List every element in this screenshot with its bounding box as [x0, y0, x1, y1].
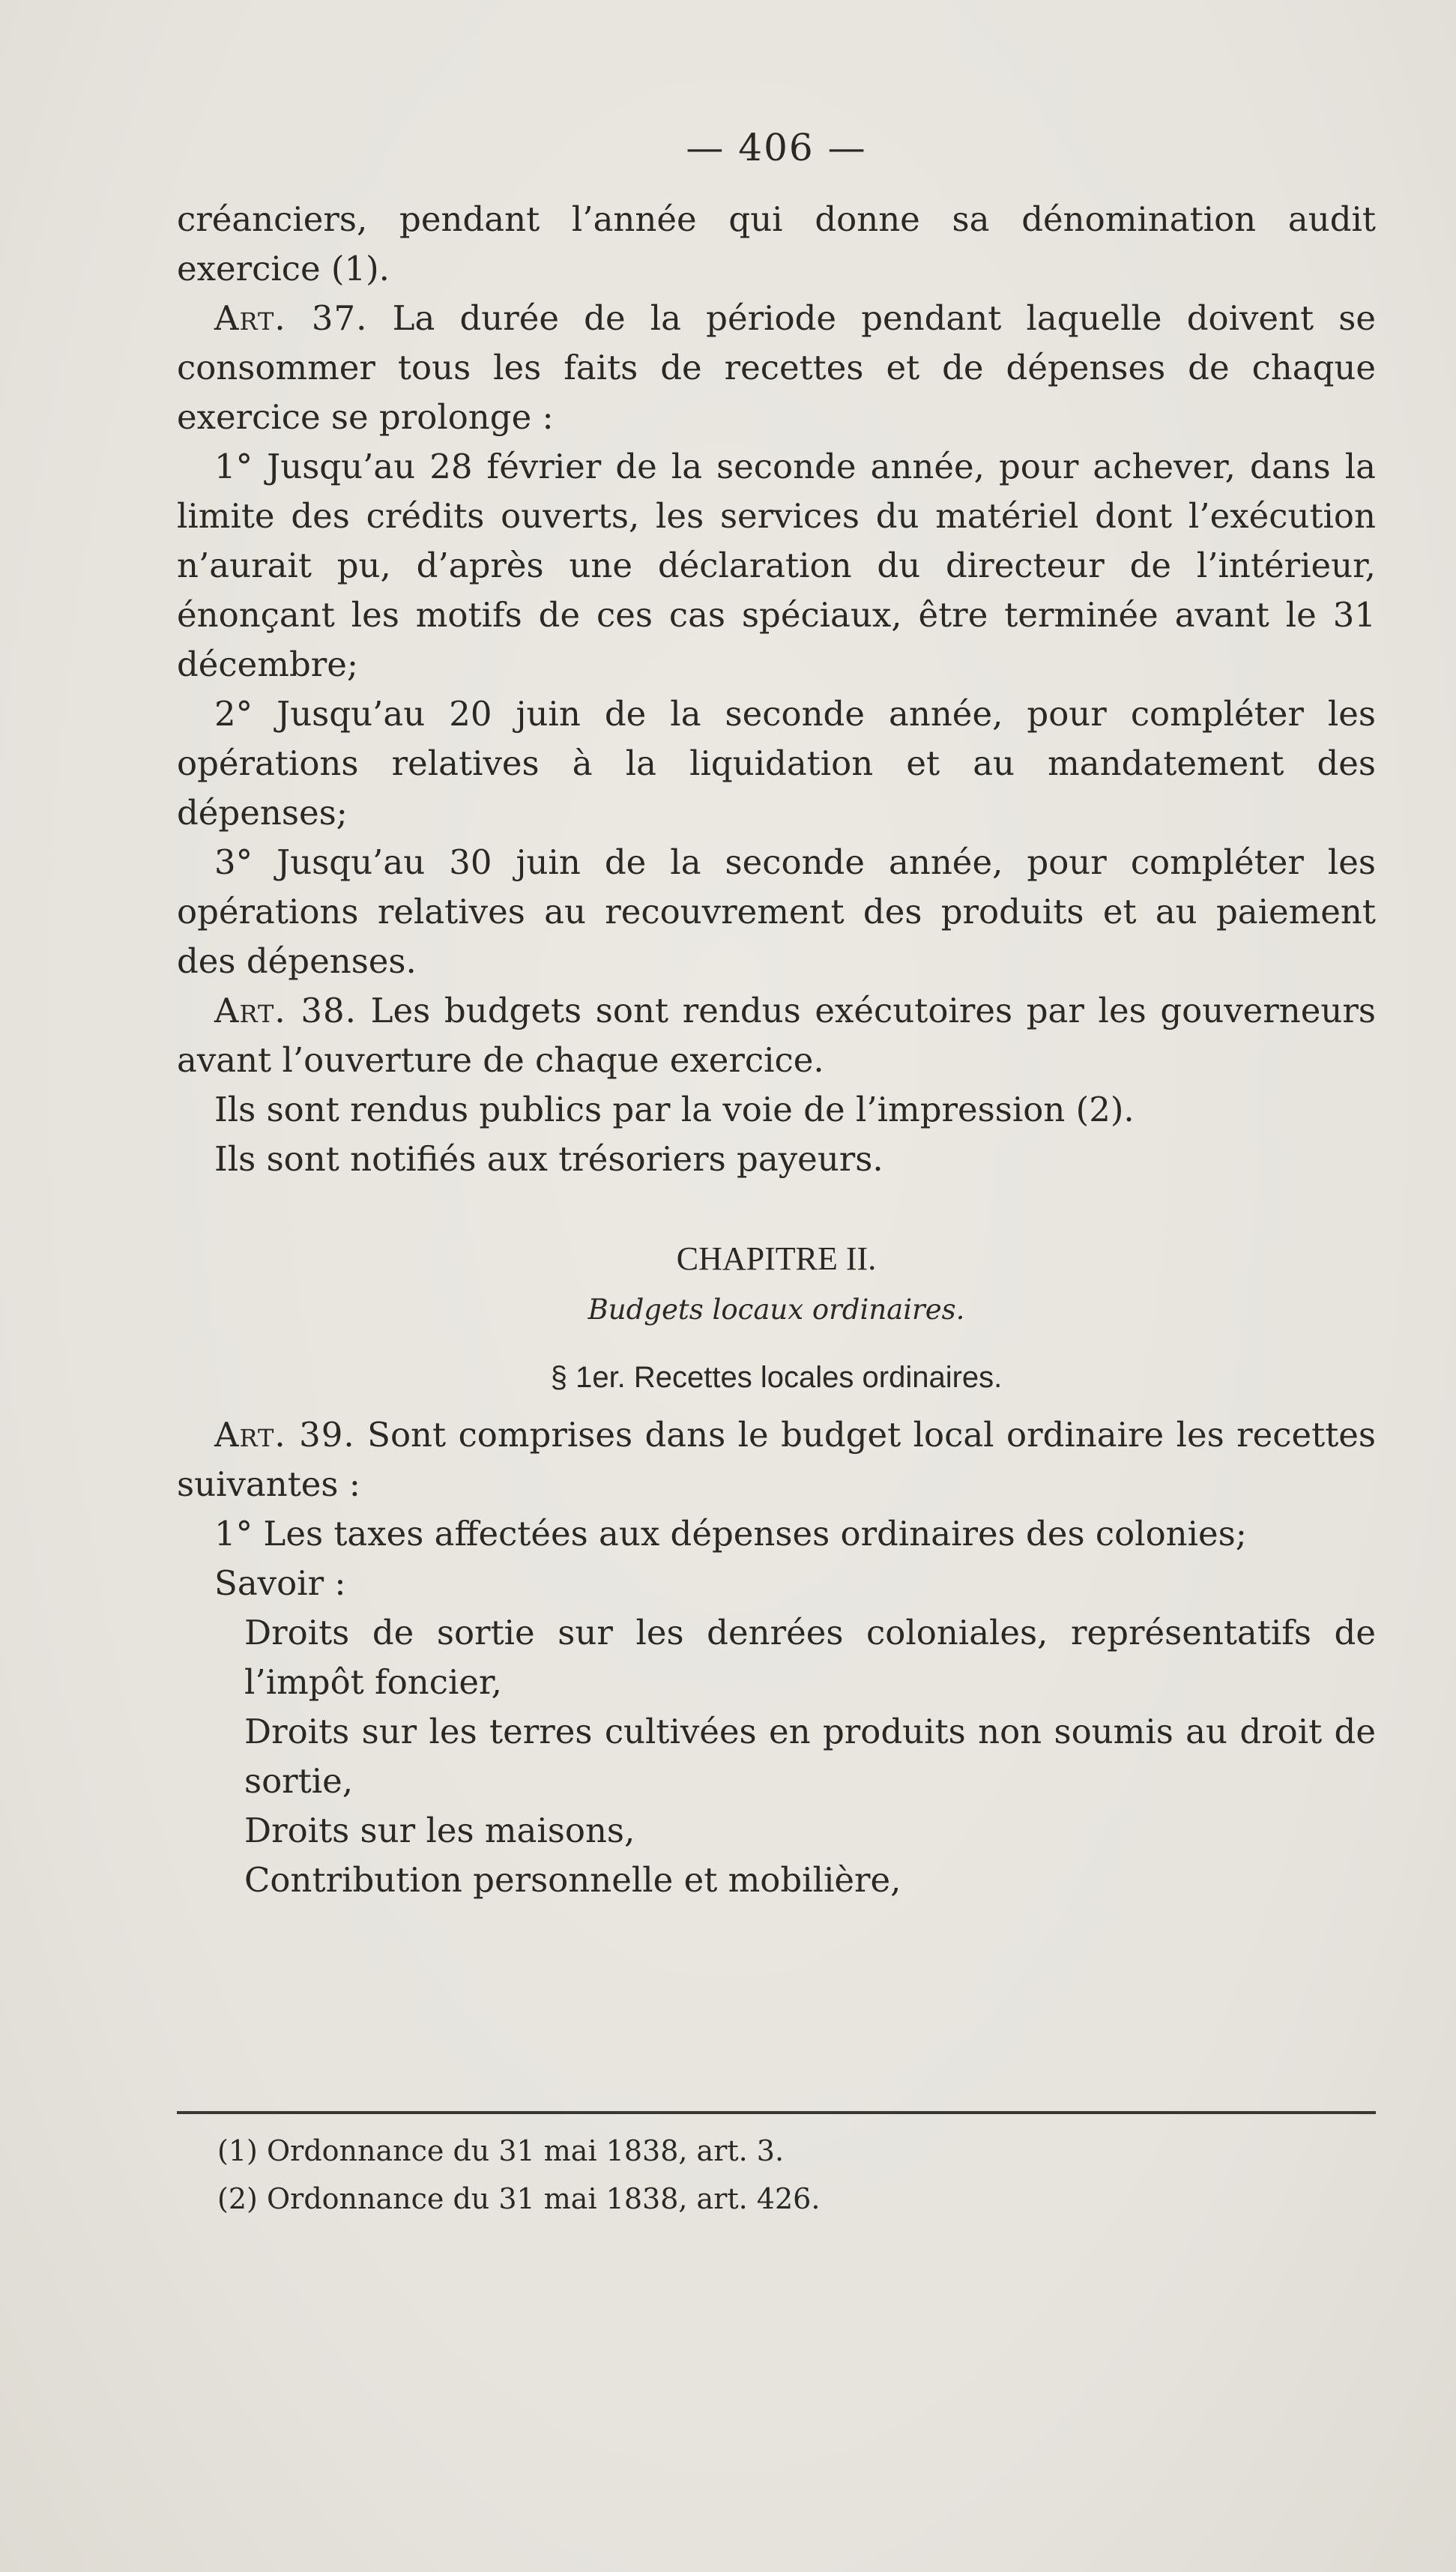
article-37 [177, 294, 1376, 442]
list-item: 3° Jusqu’au 30 juin de la seconde année, pour compléter les opérations relatives au recouvrement des produits et au paiement des dépenses. [177, 842, 1376, 981]
article-text: La durée de la période pendant laquelle doivent se consommer tous les faits de recettes et de dépenses de chaque exercice se prolonge : [177, 298, 1376, 437]
article-label: Art. 39. [214, 1415, 355, 1455]
list-item: 2° Jusqu’au 20 juin de la seconde année, pour compléter les opérations relatives à la liquidation et au mandatement des dépenses; [177, 694, 1376, 833]
article-label: Art. 37. [214, 298, 368, 338]
footnote [217, 2127, 1341, 2175]
paragraph: Ils sont rendus publics par la voie de l’impression (2). [214, 1090, 1135, 1129]
list-item: Contribution personnelle et mobilière, [244, 1860, 901, 1900]
section-heading: § 1er. Recettes locales ordinaires. [550, 1361, 1003, 1394]
list-item: 1° Jusqu’au 28 février de la seconde année, pour achever, dans la limite des crédits ouverts, les services du matériel dont l’exécution n’aurait pu, d’après une déclaration du directeur de l’intérieur, énonçant les motifs de ces cas spéciaux, être terminée avant le 31 décembre; [177, 447, 1376, 684]
article-label: Art. 38. [214, 991, 357, 1030]
chapter-subtitle: Budgets locaux ordinaires. [587, 1293, 965, 1326]
page-content [177, 126, 1376, 1905]
footnote-divider [177, 2111, 1376, 2114]
article-text: Les budgets sont rendus exécutoires par les gouverneurs avant l’ouverture de chaque exercice. [177, 991, 1376, 1080]
page-number: — 406 — [686, 126, 867, 169]
article-38 [177, 986, 1376, 1085]
footnote-text: Ordonnance du 31 mai 1838, art. 3. [267, 2134, 785, 2167]
list-item: Droits de sortie sur les denrées coloniales, représentatifs de l’impôt foncier, [244, 1613, 1376, 1702]
paragraph: Savoir : [214, 1563, 346, 1603]
footnote-mark: (2) [217, 2182, 258, 2215]
chapter-heading: CHAPITRE II. [676, 1240, 877, 1277]
list-item: 1° Les taxes affectées aux dépenses ordinaires des colonies; [214, 1514, 1247, 1554]
footnotes [217, 2127, 1341, 2223]
footnote-mark: (1) [217, 2134, 258, 2167]
footnote [217, 2175, 1341, 2223]
paragraph: créanciers, pendant l’année qui donne sa dénomination audit exercice (1). [177, 199, 1376, 289]
footnote-text: Ordonnance du 31 mai 1838, art. 426. [267, 2182, 821, 2215]
article-39 [177, 1410, 1376, 1509]
list-item: Droits sur les terres cultivées en produits non soumis au droit de sortie, [244, 1712, 1376, 1801]
article-text: Sont comprises dans le budget local ordinaire les recettes suivantes : [177, 1415, 1377, 1504]
list-item: Droits sur les maisons, [244, 1811, 635, 1850]
paragraph: Ils sont notifiés aux trésoriers payeurs. [214, 1139, 883, 1179]
